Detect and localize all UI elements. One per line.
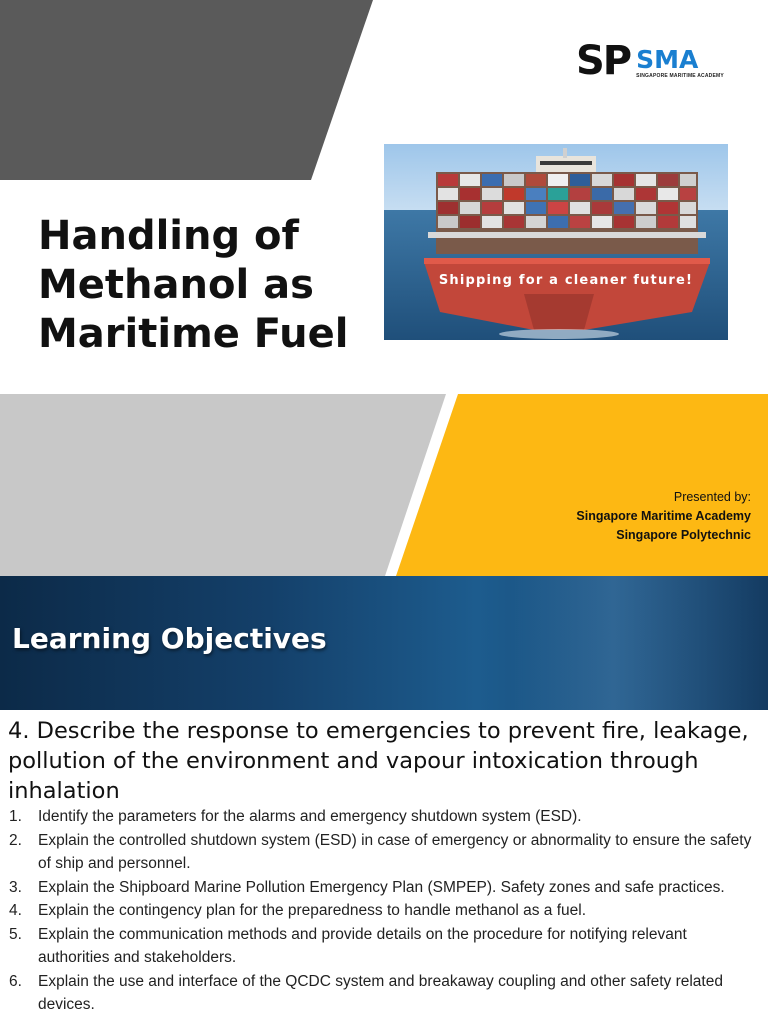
- list-item-number: 2.: [9, 831, 22, 849]
- list-item-text: Explain the Shipboard Marine Pollution Emergency Plan (SMPEP). Safety zones and safe practices.: [38, 878, 725, 896]
- logo-sma-block: [636, 47, 724, 80]
- bottom-bands: [0, 394, 768, 576]
- list-item: [9, 876, 761, 900]
- title-line-1: Handling of: [38, 213, 299, 259]
- ship-banner-text: Shipping for a cleaner future!: [438, 273, 694, 288]
- list-item-text: Explain the controlled shutdown system (ESD) in case of emergency or abnormality to ensure the safety of ship and personnel.: [38, 831, 752, 872]
- presented-by-block: [576, 488, 751, 545]
- title-line-3: Maritime Fuel: [38, 311, 349, 357]
- ship-railing: [428, 232, 706, 238]
- dark-gray-shape: [0, 0, 373, 180]
- light-gray-shape: [0, 394, 446, 576]
- list-item-text: Explain the contingency plan for the preparedness to handle methanol as a fuel.: [38, 902, 587, 919]
- bow-wake: [499, 329, 619, 339]
- list-item: [9, 829, 761, 876]
- list-item-number: 1.: [9, 808, 22, 825]
- list-item: [9, 923, 761, 970]
- list-item: [9, 970, 761, 1017]
- logo-sma-text: SMA: [636, 45, 699, 74]
- ship-mast: [563, 148, 567, 158]
- objective-list: [9, 805, 761, 1017]
- title-line-2: Methanol as: [38, 262, 314, 308]
- list-item-number: 5.: [9, 925, 22, 943]
- slide-header-bar: [0, 576, 768, 710]
- header-title: Learning Objectives: [12, 622, 327, 655]
- list-item-text: Explain the use and interface of the QCDC system and breakaway coupling and other safety related devices.: [38, 972, 723, 1013]
- yellow-shape: [396, 394, 768, 576]
- logo-subtitle: SINGAPORE MARITIME ACADEMY: [636, 73, 724, 79]
- presenter-sma: Singapore Maritime Academy: [576, 509, 751, 523]
- list-item: [9, 899, 761, 923]
- container-ship-image: [384, 144, 728, 340]
- ship-bow-shadow: [524, 294, 594, 330]
- list-item-text: Explain the communication methods and provide details on the procedure for notifying relevant authorities and stakeholders.: [38, 925, 687, 966]
- presenter-sp: Singapore Polytechnic: [616, 528, 751, 542]
- list-item-number: 4.: [9, 902, 22, 919]
- presented-by-label: Presented by:: [673, 490, 751, 504]
- slide-title: [38, 212, 378, 359]
- header-glow: [510, 576, 768, 710]
- logo-sp-text: SP: [576, 38, 631, 84]
- list-item: [9, 805, 761, 829]
- list-item-number: 3.: [9, 878, 22, 896]
- ship-bridge-windows: [540, 161, 592, 165]
- list-item-text: Identify the parameters for the alarms and emergency shutdown system (ESD).: [38, 808, 582, 825]
- learning-objectives-slide: [0, 576, 768, 1024]
- objective-heading: 4. Describe the response to emergencies to prevent fire, leakage, pollution of the environment and vapour intoxication through inhalation: [8, 718, 749, 804]
- list-item-number: 6.: [9, 972, 22, 990]
- sp-sma-logo: [576, 38, 724, 84]
- hull-deck: [424, 258, 710, 264]
